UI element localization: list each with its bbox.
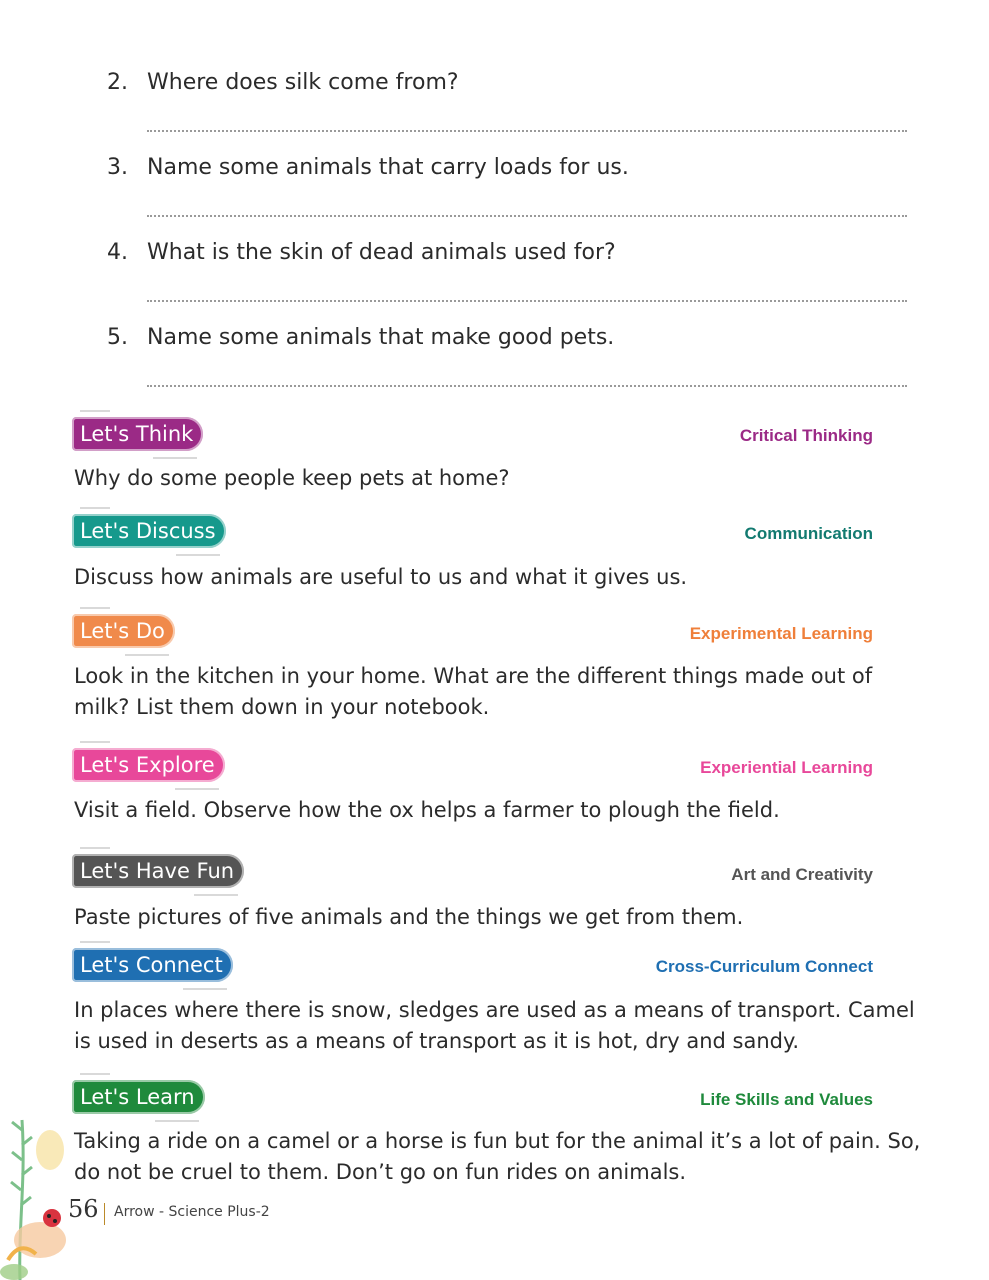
question-text: Where does silk come from? (147, 70, 459, 95)
skill-label-connect: Cross-Curriculum Connect (655, 957, 873, 976)
section-text-do: Look in the kitchen in your home. What are the different things made out of milk? List them down in your notebook. (74, 664, 873, 719)
section-text-connect: In places where there is snow, sledges are used as a means of transport. Camel is used in deserts as a means of transport as it is hot, dry and sandy. (74, 998, 915, 1053)
skill-label-think: Critical Thinking (739, 426, 873, 445)
answer-line[interactable] (147, 215, 907, 217)
answer-line[interactable] (147, 130, 907, 132)
question-number: 2. (107, 70, 128, 95)
question-text: What is the skin of dead animals used for? (147, 240, 616, 265)
skill-label-learn: Life Skills and Values (700, 1090, 873, 1109)
question-text: Name some animals that make good pets. (147, 325, 615, 350)
question-number: 5. (107, 325, 128, 350)
section-tag-have-fun: Let's Have Fun (72, 854, 244, 888)
skill-label-explore: Experiential Learning (700, 758, 873, 777)
question-4 (107, 240, 616, 265)
section-tag-learn: Let's Learn (72, 1080, 205, 1114)
section-text-have-fun: Paste pictures of five animals and the things we get from them. (74, 905, 744, 929)
question-number: 3. (107, 155, 128, 180)
skill-label-have-fun: Art and Creativity (731, 865, 873, 884)
answer-line[interactable] (147, 300, 907, 302)
skill-label-do: Experimental Learning (689, 624, 873, 643)
answer-line[interactable] (147, 385, 907, 387)
question-text: Name some animals that carry loads for us. (147, 155, 629, 180)
page-number: 56 (68, 1195, 99, 1223)
section-tag-discuss: Let's Discuss (72, 514, 226, 548)
question-3 (107, 155, 629, 180)
section-tag-explore: Let's Explore (72, 748, 225, 782)
section-tag-do: Let's Do (72, 614, 175, 648)
section-text-learn: Taking a ride on a camel or a horse is fun but for the animal it’s a lot of pain. So, do not be cruel to them. Don’t go on fun rides on animals. (74, 1129, 921, 1184)
question-2 (107, 70, 459, 95)
skill-label-discuss: Communication (744, 524, 873, 543)
floral-plant-icon (0, 1090, 72, 1280)
section-tag-think: Let's Think (72, 417, 203, 451)
book-title: Arrow - Science Plus-2 (114, 1204, 270, 1220)
question-number: 4. (107, 240, 128, 265)
section-tag-connect: Let's Connect (72, 948, 233, 982)
section-text-discuss: Discuss how animals are useful to us and what it gives us. (74, 565, 688, 589)
footer-divider (104, 1203, 105, 1225)
section-text-think: Why do some people keep pets at home? (74, 466, 510, 490)
question-5 (107, 325, 614, 350)
section-text-explore: Visit a field. Observe how the ox helps a farmer to plough the field. (74, 798, 780, 822)
